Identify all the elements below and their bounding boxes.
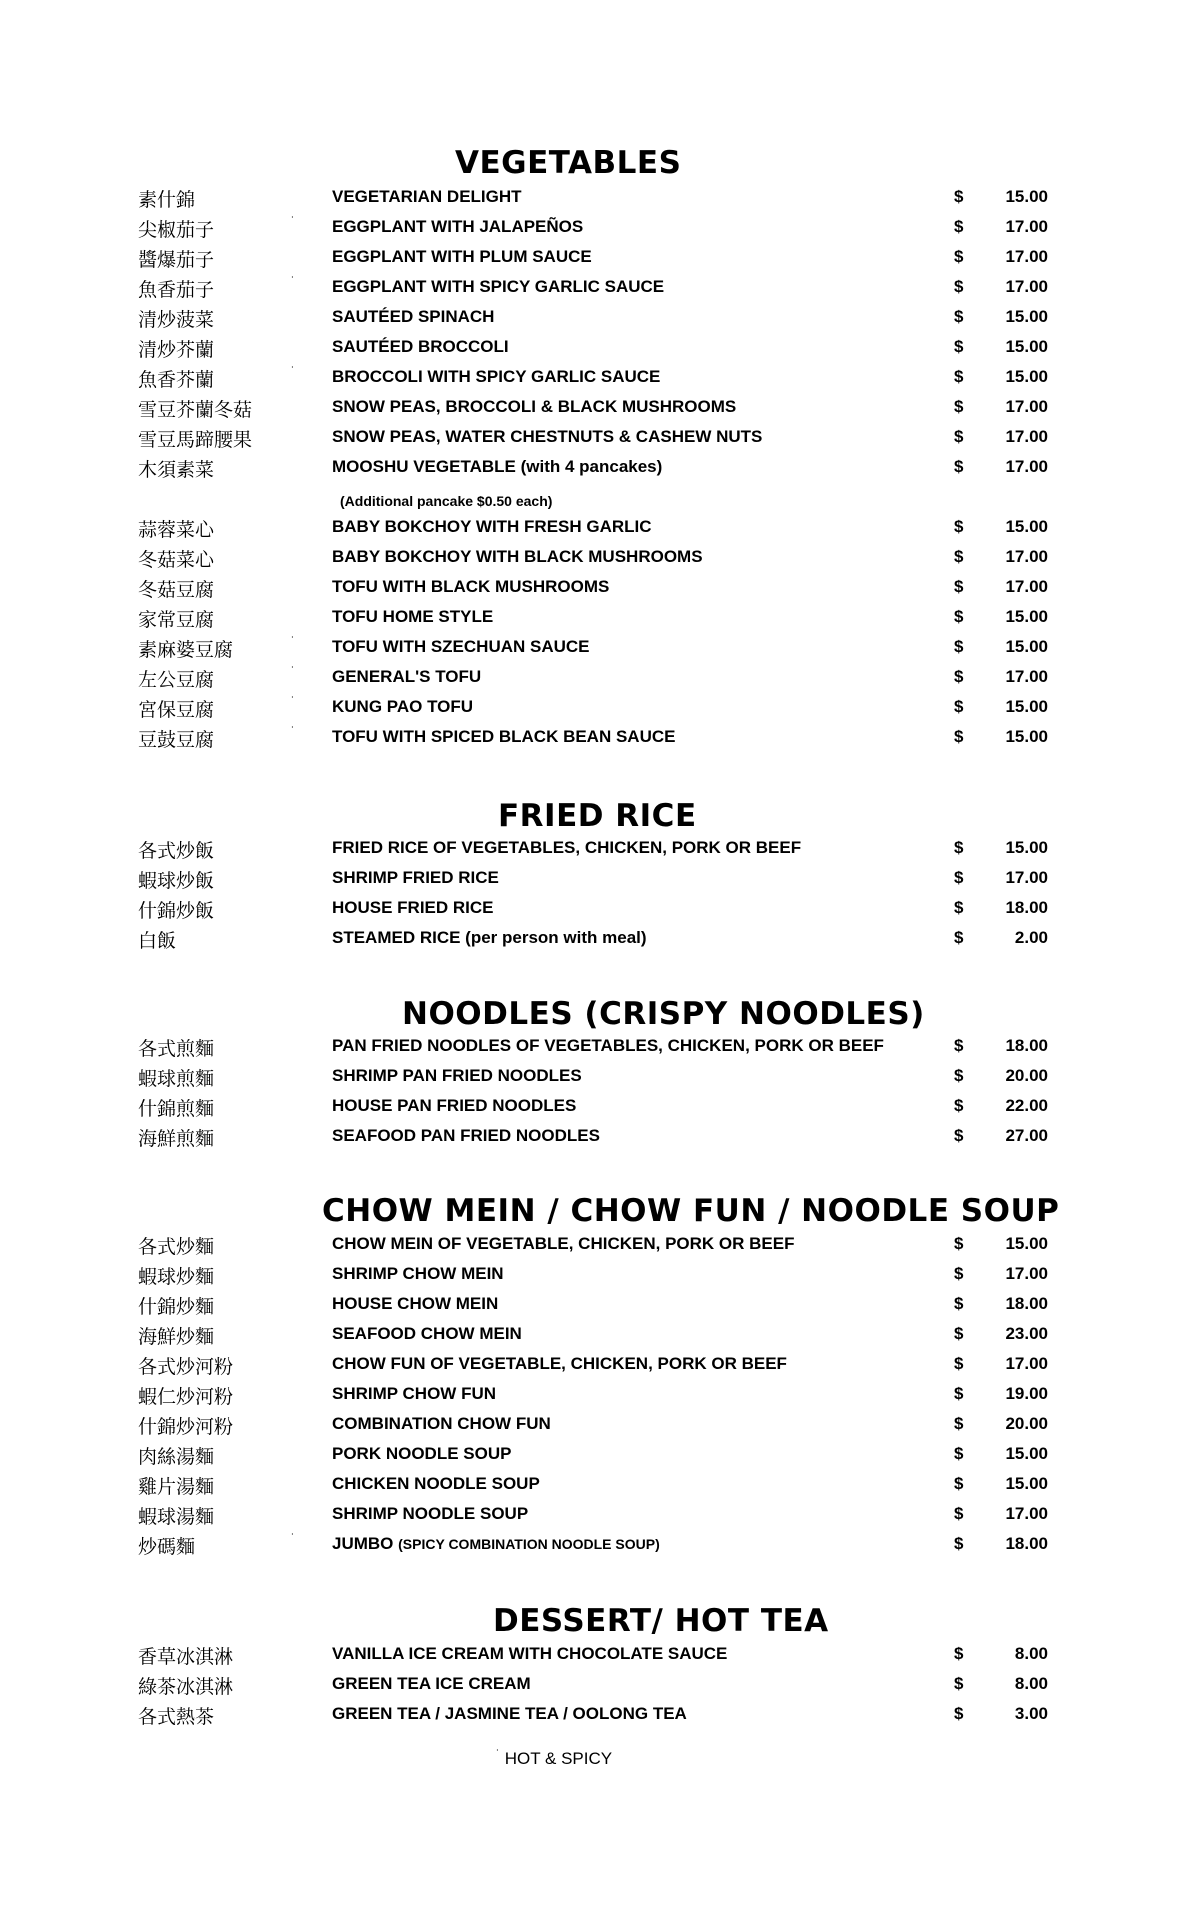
price: 15.00 xyxy=(1005,1474,1048,1493)
menu-item-row xyxy=(0,1353,1204,1383)
menu-item-row xyxy=(0,186,1204,216)
chinese-name: 各式炒河粉 xyxy=(138,1356,234,1378)
english-name-text: GREEN TEA ICE CREAM xyxy=(332,1674,531,1693)
currency-symbol: $ xyxy=(954,547,964,566)
chinese-name: 海鮮炒麵 xyxy=(138,1326,215,1348)
chinese-name: 魚香茄子 xyxy=(138,279,215,301)
english-name-text: CHICKEN NOODLE SOUP xyxy=(332,1474,540,1493)
currency-symbol: $ xyxy=(954,217,964,236)
chinese-name: 蒜蓉菜心 xyxy=(138,519,215,541)
english-name xyxy=(332,1233,794,1255)
english-name xyxy=(332,867,499,889)
english-name-text: CHOW FUN OF VEGETABLE, CHICKEN, PORK OR BEEF xyxy=(332,1354,787,1373)
price: 15.00 xyxy=(1005,727,1048,746)
chinese-name: 木須素菜 xyxy=(138,459,215,481)
english-name xyxy=(332,1473,540,1495)
english-name xyxy=(332,546,703,568)
english-name xyxy=(332,366,660,388)
english-name xyxy=(332,1323,522,1345)
price: 18.00 xyxy=(1005,1534,1048,1553)
price: 15.00 xyxy=(1005,517,1048,536)
menu-item-row xyxy=(0,867,1204,897)
english-name-text: SHRIMP PAN FRIED NOODLES xyxy=(332,1066,582,1085)
price: 2.00 xyxy=(1014,928,1048,947)
price: 20.00 xyxy=(1005,1414,1048,1433)
chinese-name: 什錦炒河粉 xyxy=(138,1416,234,1438)
english-name xyxy=(332,456,662,478)
currency-symbol: $ xyxy=(954,1384,964,1403)
currency-symbol: $ xyxy=(954,1414,964,1433)
currency-symbol: $ xyxy=(954,397,964,416)
price: 15.00 xyxy=(1005,307,1048,326)
english-name-text: TOFU WITH SZECHUAN SAUCE xyxy=(332,637,590,656)
currency-symbol: $ xyxy=(954,1674,964,1693)
currency-symbol: $ xyxy=(954,637,964,656)
price: 15.00 xyxy=(1005,838,1048,857)
menu-item-row xyxy=(0,1383,1204,1413)
hot-marker: ˙ xyxy=(291,664,295,678)
english-name-text: TOFU WITH SPICED BLACK BEAN SAUCE xyxy=(332,727,676,746)
price: 27.00 xyxy=(1005,1126,1048,1145)
menu-item-row xyxy=(0,1413,1204,1443)
currency-symbol: $ xyxy=(954,247,964,266)
chinese-name: 各式煎麵 xyxy=(138,1038,215,1060)
chinese-name: 各式炒飯 xyxy=(138,840,215,862)
menu-item-row xyxy=(0,456,1204,486)
menu-item-row xyxy=(0,837,1204,867)
english-name xyxy=(332,186,522,208)
english-name-text: SEAFOOD PAN FRIED NOODLES xyxy=(332,1126,600,1145)
chinese-name: 冬菇豆腐 xyxy=(138,579,215,601)
english-name-text: SNOW PEAS, WATER CHESTNUTS & CASHEW NUTS xyxy=(332,427,763,446)
menu-item-row xyxy=(0,1263,1204,1293)
english-name xyxy=(332,696,473,718)
currency-symbol: $ xyxy=(954,1264,964,1283)
english-name-text: HOUSE CHOW MEIN xyxy=(332,1294,499,1313)
hot-marker: ˙ xyxy=(496,1747,500,1761)
hot-marker: ˙ xyxy=(291,274,295,288)
english-name-text: PORK NOODLE SOUP xyxy=(332,1444,512,1463)
currency-symbol: $ xyxy=(954,1504,964,1523)
english-name-text: HOUSE FRIED RICE xyxy=(332,898,494,917)
currency-symbol: $ xyxy=(954,898,964,917)
chinese-name: 蝦仁炒河粉 xyxy=(138,1386,234,1408)
price: 19.00 xyxy=(1005,1384,1048,1403)
currency-symbol: $ xyxy=(954,1126,964,1145)
english-name xyxy=(332,927,647,949)
hot-marker: ˙ xyxy=(291,634,295,648)
currency-symbol: $ xyxy=(954,697,964,716)
english-name xyxy=(332,1035,884,1057)
currency-symbol: $ xyxy=(954,1234,964,1253)
hot-marker: ˙ xyxy=(291,364,295,378)
english-name xyxy=(332,1293,498,1315)
chinese-name: 蝦球煎麵 xyxy=(138,1068,215,1090)
price: 17.00 xyxy=(1005,397,1048,416)
chinese-name: 蝦球炒飯 xyxy=(138,870,215,892)
currency-symbol: $ xyxy=(954,367,964,386)
english-name-text: COMBINATION CHOW FUN xyxy=(332,1414,551,1433)
currency-symbol: $ xyxy=(954,1294,964,1313)
price: 17.00 xyxy=(1005,247,1048,266)
english-name xyxy=(332,276,664,298)
price: 15.00 xyxy=(1005,1444,1048,1463)
price: 15.00 xyxy=(1005,637,1048,656)
english-name xyxy=(332,1413,551,1435)
english-name xyxy=(332,1353,787,1375)
english-name-text: CHOW MEIN OF VEGETABLE, CHICKEN, PORK OR BEEF xyxy=(332,1234,795,1253)
chinese-name: 素麻婆豆腐 xyxy=(138,639,234,661)
english-name-text: MOOSHU VEGETABLE (with 4 pancakes) xyxy=(332,457,663,476)
chinese-name: 宮保豆腐 xyxy=(138,699,215,721)
price: 3.00 xyxy=(1014,1704,1048,1723)
hot-marker: ˙ xyxy=(291,1531,295,1545)
price: 8.00 xyxy=(1014,1644,1048,1663)
english-name xyxy=(332,726,675,748)
chinese-name: 冬菇菜心 xyxy=(138,549,215,571)
currency-symbol: $ xyxy=(954,607,964,626)
menu-item-row xyxy=(0,576,1204,606)
hot-marker: ˙ xyxy=(291,214,295,228)
menu-item-row xyxy=(0,276,1204,306)
english-name xyxy=(332,1095,576,1117)
chinese-name: 蝦球炒麵 xyxy=(138,1266,215,1288)
currency-symbol: $ xyxy=(954,1534,964,1553)
english-name-text: EGGPLANT WITH PLUM SAUCE xyxy=(332,247,592,266)
menu-item-row xyxy=(0,1065,1204,1095)
chinese-name: 蝦球湯麵 xyxy=(138,1506,215,1528)
menu-item-row xyxy=(0,636,1204,666)
menu-item-row xyxy=(0,546,1204,576)
currency-symbol: $ xyxy=(954,928,964,947)
english-name xyxy=(332,306,494,328)
section-title: DESSERT/ HOT TEA xyxy=(493,1603,829,1639)
price: 17.00 xyxy=(1005,1504,1048,1523)
english-name-text: HOUSE PAN FRIED NOODLES xyxy=(332,1096,577,1115)
english-name xyxy=(332,606,493,628)
section-title: VEGETABLES xyxy=(455,145,682,181)
chinese-name: 炒碼麵 xyxy=(138,1536,196,1558)
price: 15.00 xyxy=(1005,1234,1048,1253)
menu-item-row xyxy=(0,516,1204,546)
price: 17.00 xyxy=(1005,457,1048,476)
price: 15.00 xyxy=(1005,367,1048,386)
currency-symbol: $ xyxy=(954,1096,964,1115)
price: 18.00 xyxy=(1005,898,1048,917)
chinese-name: 尖椒茄子 xyxy=(138,219,215,241)
currency-symbol: $ xyxy=(954,187,964,206)
english-name-text: FRIED RICE OF VEGETABLES, CHICKEN, PORK OR BEEF xyxy=(332,838,802,857)
price: 15.00 xyxy=(1005,337,1048,356)
menu-item-row xyxy=(0,216,1204,246)
english-name-text: PAN FRIED NOODLES OF VEGETABLES, CHICKEN, PORK OR BEEF xyxy=(332,1036,884,1055)
english-name-text: SHRIMP CHOW FUN xyxy=(332,1384,497,1403)
chinese-name: 什錦炒麵 xyxy=(138,1296,215,1318)
price: 15.00 xyxy=(1005,187,1048,206)
english-name xyxy=(332,1443,511,1465)
english-name-text: VEGETARIAN DELIGHT xyxy=(332,187,522,206)
english-name-text: BABY BOKCHOY WITH FRESH GARLIC xyxy=(332,517,652,536)
currency-symbol: $ xyxy=(954,727,964,746)
chinese-name: 家常豆腐 xyxy=(138,609,215,631)
currency-symbol: $ xyxy=(954,427,964,446)
english-name-note: (SPICY COMBINATION NOODLE SOUP) xyxy=(398,1536,660,1552)
english-name-text: SHRIMP FRIED RICE xyxy=(332,868,499,887)
hot-marker: ˙ xyxy=(291,694,295,708)
menu-item-row xyxy=(0,366,1204,396)
english-name xyxy=(332,1503,528,1525)
currency-symbol: $ xyxy=(954,1066,964,1085)
currency-symbol: $ xyxy=(954,577,964,596)
chinese-name: 白飯 xyxy=(138,930,177,952)
menu-item-row xyxy=(0,396,1204,426)
english-name xyxy=(332,837,801,859)
chinese-name: 什錦煎麵 xyxy=(138,1098,215,1120)
price: 17.00 xyxy=(1005,667,1048,686)
currency-symbol: $ xyxy=(954,457,964,476)
menu-item-row xyxy=(0,927,1204,957)
english-name xyxy=(332,636,590,658)
english-name xyxy=(332,1533,660,1555)
english-name xyxy=(332,426,762,448)
menu-item-row xyxy=(0,1503,1204,1533)
price: 17.00 xyxy=(1005,217,1048,236)
section-title: NOODLES (CRISPY NOODLES) xyxy=(402,996,925,1032)
english-name-text: SAUTÉED BROCCOLI xyxy=(332,337,509,356)
menu-item-row xyxy=(0,1673,1204,1703)
chinese-name: 清炒芥蘭 xyxy=(138,339,215,361)
section-title: CHOW MEIN / CHOW FUN / NOODLE SOUP xyxy=(322,1193,1060,1229)
currency-symbol: $ xyxy=(954,337,964,356)
english-name xyxy=(332,576,609,598)
menu-item-row xyxy=(0,666,1204,696)
price: 15.00 xyxy=(1005,607,1048,626)
english-name-text: KUNG PAO TOFU xyxy=(332,697,474,716)
price: 20.00 xyxy=(1005,1066,1048,1085)
price: 17.00 xyxy=(1005,1354,1048,1373)
price: 15.00 xyxy=(1005,697,1048,716)
menu-item-row xyxy=(0,1233,1204,1263)
chinese-name: 左公豆腐 xyxy=(138,669,215,691)
currency-symbol: $ xyxy=(954,1036,964,1055)
chinese-name: 雞片湯麵 xyxy=(138,1476,215,1498)
menu-item-row xyxy=(0,1293,1204,1323)
english-name xyxy=(332,1263,504,1285)
english-name-text: SEAFOOD CHOW MEIN xyxy=(332,1324,522,1343)
menu-item-row xyxy=(0,726,1204,756)
price: 23.00 xyxy=(1005,1324,1048,1343)
english-name-text: EGGPLANT WITH SPICY GARLIC SAUCE xyxy=(332,277,665,296)
chinese-name: 醬爆茄子 xyxy=(138,249,215,271)
legend-text: HOT & SPICY xyxy=(504,1749,613,1768)
english-name xyxy=(332,246,592,268)
english-name xyxy=(332,666,481,688)
currency-symbol: $ xyxy=(954,1324,964,1343)
english-name-text: BROCCOLI WITH SPICY GARLIC SAUCE xyxy=(332,367,661,386)
english-name xyxy=(332,1643,727,1665)
english-name xyxy=(332,897,494,919)
english-name-text: EGGPLANT WITH JALAPEÑOS xyxy=(332,217,584,236)
chinese-name: 雪豆馬蹄腰果 xyxy=(138,429,253,451)
hot-marker: ˙ xyxy=(291,724,295,738)
hot-spicy-legend xyxy=(496,1743,612,1770)
english-name xyxy=(332,396,736,418)
currency-symbol: $ xyxy=(954,277,964,296)
section-title: FRIED RICE xyxy=(498,798,697,834)
menu-item-row xyxy=(0,1443,1204,1473)
price: 18.00 xyxy=(1005,1036,1048,1055)
price: 17.00 xyxy=(1005,577,1048,596)
menu-item-row xyxy=(0,1533,1204,1563)
menu-item-row xyxy=(0,306,1204,336)
currency-symbol: $ xyxy=(954,838,964,857)
menu-item-row xyxy=(0,1035,1204,1065)
chinese-name: 雪豆芥蘭冬菇 xyxy=(138,399,253,421)
chinese-name: 素什錦 xyxy=(138,189,196,211)
chinese-name: 綠茶冰淇淋 xyxy=(138,1676,234,1698)
english-name xyxy=(332,516,652,538)
menu-item-row xyxy=(0,1095,1204,1125)
chinese-name: 清炒菠菜 xyxy=(138,309,215,331)
price: 17.00 xyxy=(1005,547,1048,566)
english-name-text: STEAMED RICE (per person with meal) xyxy=(332,928,647,947)
menu-item-row xyxy=(0,246,1204,276)
currency-symbol: $ xyxy=(954,1474,964,1493)
menu-item-row xyxy=(0,1125,1204,1155)
chinese-name: 豆鼓豆腐 xyxy=(138,729,215,751)
menu-item-row xyxy=(0,897,1204,927)
menu-item-row xyxy=(0,1323,1204,1353)
menu-item-row xyxy=(0,336,1204,366)
price: 8.00 xyxy=(1014,1674,1048,1693)
english-name xyxy=(332,216,583,238)
english-name-text: SHRIMP CHOW MEIN xyxy=(332,1264,504,1283)
english-name-text: TOFU WITH BLACK MUSHROOMS xyxy=(332,577,610,596)
chinese-name: 各式熱茶 xyxy=(138,1706,215,1728)
english-name-text: GENERAL'S TOFU xyxy=(332,667,482,686)
english-name-text: BABY BOKCHOY WITH BLACK MUSHROOMS xyxy=(332,547,703,566)
english-name-text: SNOW PEAS, BROCCOLI & BLACK MUSHROOMS xyxy=(332,397,737,416)
menu-item-row xyxy=(0,696,1204,726)
english-name-text: VANILLA ICE CREAM WITH CHOCOLATE SAUCE xyxy=(332,1644,728,1663)
price: 18.00 xyxy=(1005,1294,1048,1313)
english-name xyxy=(332,1673,531,1695)
menu-item-row xyxy=(0,426,1204,456)
english-name xyxy=(332,1703,687,1725)
english-name xyxy=(332,336,509,358)
price: 17.00 xyxy=(1005,277,1048,296)
currency-symbol: $ xyxy=(954,517,964,536)
pancake-note: (Additional pancake $0.50 each) xyxy=(340,493,553,509)
currency-symbol: $ xyxy=(954,1644,964,1663)
price: 22.00 xyxy=(1005,1096,1048,1115)
chinese-name: 魚香芥蘭 xyxy=(138,369,215,391)
english-name xyxy=(332,1383,496,1405)
menu-item-row xyxy=(0,1643,1204,1673)
currency-symbol: $ xyxy=(954,1354,964,1373)
currency-symbol: $ xyxy=(954,307,964,326)
currency-symbol: $ xyxy=(954,1704,964,1723)
price: 17.00 xyxy=(1005,427,1048,446)
chinese-name: 什錦炒飯 xyxy=(138,900,215,922)
english-name-text: TOFU HOME STYLE xyxy=(332,607,494,626)
english-name-text: SHRIMP NOODLE SOUP xyxy=(332,1504,529,1523)
price: 17.00 xyxy=(1005,868,1048,887)
english-name xyxy=(332,1125,600,1147)
chinese-name: 肉絲湯麵 xyxy=(138,1446,215,1468)
english-name xyxy=(332,1065,582,1087)
english-name-text: JUMBO xyxy=(332,1534,399,1553)
currency-symbol: $ xyxy=(954,1444,964,1463)
chinese-name: 各式炒麵 xyxy=(138,1236,215,1258)
english-name-text: SAUTÉED SPINACH xyxy=(332,307,495,326)
english-name-text: GREEN TEA / JASMINE TEA / OOLONG TEA xyxy=(332,1704,687,1723)
chinese-name: 海鮮煎麵 xyxy=(138,1128,215,1150)
currency-symbol: $ xyxy=(954,667,964,686)
menu-item-row xyxy=(0,606,1204,636)
menu-item-row xyxy=(0,1473,1204,1503)
menu-item-row xyxy=(0,1703,1204,1733)
currency-symbol: $ xyxy=(954,868,964,887)
price: 17.00 xyxy=(1005,1264,1048,1283)
chinese-name: 香草冰淇淋 xyxy=(138,1646,234,1668)
